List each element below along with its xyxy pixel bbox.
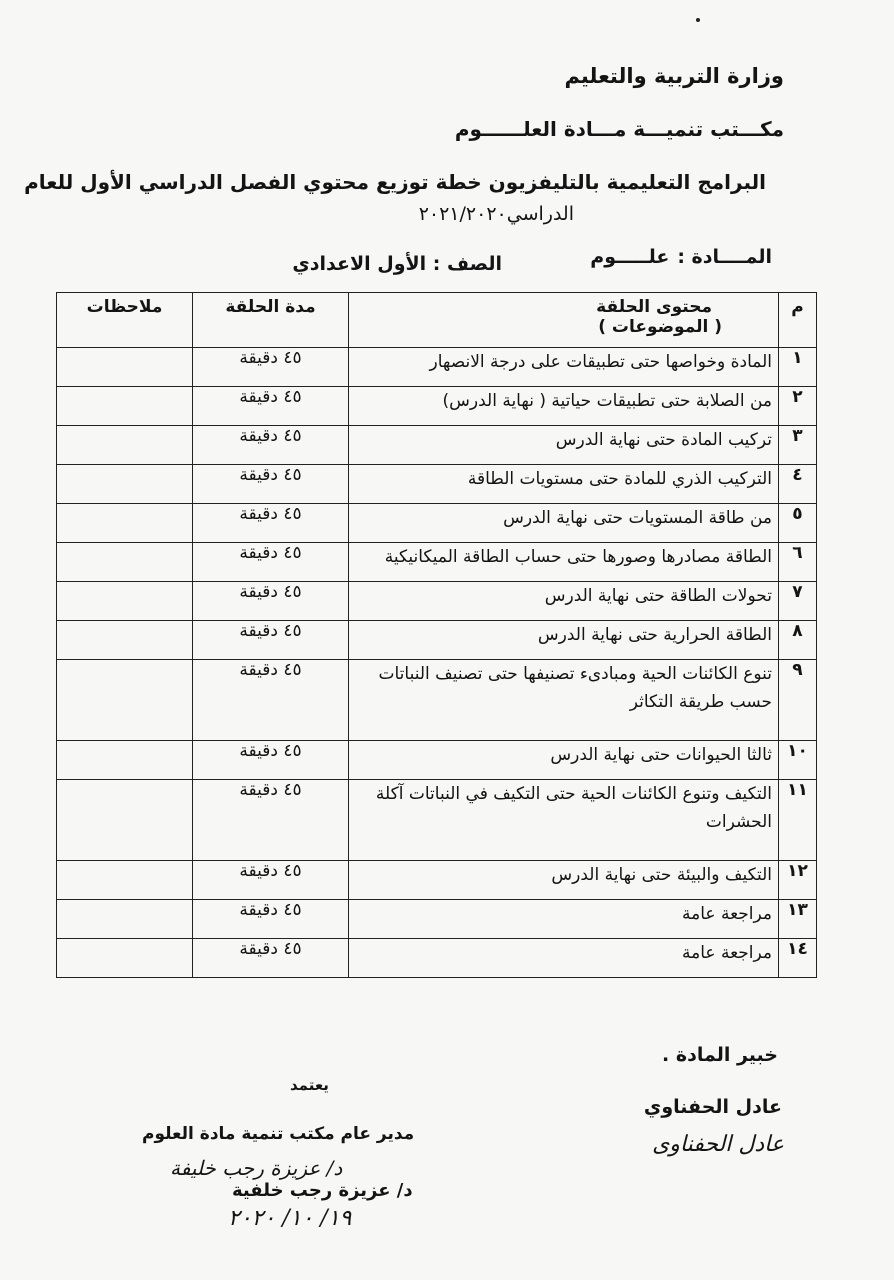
row-notes	[57, 465, 193, 504]
row-number: ٩	[779, 660, 817, 741]
row-notes	[57, 621, 193, 660]
signature-date: ١٩/ ١٠/ ٢٠٢٠	[228, 1206, 352, 1231]
row-notes	[57, 861, 193, 900]
subject-value: علـــــوم	[590, 246, 670, 268]
header-content-line1: محتوى الحلقة	[596, 297, 712, 317]
table-row	[57, 621, 817, 660]
row-notes	[57, 504, 193, 543]
table-row	[57, 387, 817, 426]
table-row	[57, 426, 817, 465]
row-duration: ٤٥ دقيقة	[193, 348, 349, 387]
row-notes	[57, 780, 193, 861]
expert-signature: عادل الحفناوى	[652, 1132, 784, 1157]
row-content: من الصلابة حتى تطبيقات حياتية ( نهاية الدرس)	[349, 387, 779, 426]
row-content: المادة وخواصها حتى تطبيقات على درجة الانصهار	[349, 348, 779, 387]
row-content: تحولات الطاقة حتى نهاية الدرس	[349, 582, 779, 621]
row-content: التكيف والبيئة حتى نهاية الدرس	[349, 861, 779, 900]
row-content: تركيب المادة حتى نهاية الدرس	[349, 426, 779, 465]
row-duration: ٤٥ دقيقة	[193, 426, 349, 465]
row-content: الطاقة مصادرها وصورها حتى حساب الطاقة الميكانيكية	[349, 543, 779, 582]
subject-label: المــــادة :	[677, 246, 772, 268]
episodes-table	[56, 292, 817, 978]
row-content: التركيب الذري للمادة حتى مستويات الطاقة	[349, 465, 779, 504]
expert-label: خبير المادة .	[662, 1044, 778, 1066]
row-notes	[57, 900, 193, 939]
ministry-title: وزارة التربية والتعليم	[564, 64, 784, 88]
plan-title-line2: الدراسي٢٠٢١/٢٠٢٠	[418, 203, 574, 225]
row-number: ٧	[779, 582, 817, 621]
expert-name: عادل الحفناوي	[643, 1096, 782, 1118]
header-num: م	[779, 293, 817, 348]
table-row	[57, 900, 817, 939]
table-header-row	[57, 293, 817, 348]
table-row	[57, 543, 817, 582]
director-name: د/ عزيزة رجب خلفية	[232, 1180, 413, 1201]
row-number: ١٣	[779, 900, 817, 939]
row-number: ١٢	[779, 861, 817, 900]
row-content: ثالثا الحيوانات حتى نهاية الدرس	[349, 741, 779, 780]
table-row	[57, 582, 817, 621]
row-number: ١	[779, 348, 817, 387]
row-duration: ٤٥ دقيقة	[193, 939, 349, 978]
row-notes	[57, 426, 193, 465]
row-number: ٦	[779, 543, 817, 582]
row-notes	[57, 582, 193, 621]
row-duration: ٤٥ دقيقة	[193, 861, 349, 900]
table-row	[57, 465, 817, 504]
director-handwritten-name: د/ عزيزة رجب خليفة	[170, 1156, 343, 1180]
header-content	[349, 293, 779, 348]
scan-speck	[696, 18, 700, 22]
row-content: من طاقة المستويات حتى نهاية الدرس	[349, 504, 779, 543]
row-duration: ٤٥ دقيقة	[193, 504, 349, 543]
row-notes	[57, 939, 193, 978]
row-number: ١٠	[779, 741, 817, 780]
director-title: مدير عام مكتب تنمية مادة العلوم	[142, 1124, 415, 1144]
table-row	[57, 504, 817, 543]
table-row	[57, 861, 817, 900]
row-number: ٣	[779, 426, 817, 465]
row-number: ٢	[779, 387, 817, 426]
table-row	[57, 939, 817, 978]
approve-label: يعتمد	[290, 1076, 329, 1094]
header-duration: مدة الحلقة	[193, 293, 349, 348]
row-duration: ٤٥ دقيقة	[193, 621, 349, 660]
table-row	[57, 660, 817, 741]
row-content: مراجعة عامة	[349, 900, 779, 939]
subject-line	[582, 246, 772, 268]
row-number: ١١	[779, 780, 817, 861]
row-notes	[57, 387, 193, 426]
plan-title-line1: البرامج التعليمية بالتليفزيون خطة توزيع محتوي الفصل الدراسي الأول للعام	[24, 170, 766, 194]
row-notes	[57, 741, 193, 780]
header-content-line2: ( الموضوعات )	[598, 317, 722, 337]
table-row	[57, 741, 817, 780]
row-notes	[57, 543, 193, 582]
row-duration: ٤٥ دقيقة	[193, 780, 349, 861]
row-duration: ٤٥ دقيقة	[193, 465, 349, 504]
row-duration: ٤٥ دقيقة	[193, 543, 349, 582]
row-duration: ٤٥ دقيقة	[193, 741, 349, 780]
row-notes	[57, 660, 193, 741]
row-duration: ٤٥ دقيقة	[193, 660, 349, 741]
row-content: التكيف وتنوع الكائنات الحية حتى التكيف في النباتات آكلة الحشرات	[349, 780, 779, 861]
header-notes: ملاحظات	[57, 293, 193, 348]
row-number: ٨	[779, 621, 817, 660]
row-duration: ٤٥ دقيقة	[193, 900, 349, 939]
row-content: تنوع الكائنات الحية ومبادىء تصنيفها حتى تصنيف النباتات حسب طريقة التكاثر	[349, 660, 779, 741]
row-number: ٥	[779, 504, 817, 543]
row-number: ٤	[779, 465, 817, 504]
table-row	[57, 348, 817, 387]
grade-line: الصف : الأول الاعدادي	[292, 253, 502, 275]
row-content: الطاقة الحرارية حتى نهاية الدرس	[349, 621, 779, 660]
row-duration: ٤٥ دقيقة	[193, 582, 349, 621]
row-content: مراجعة عامة	[349, 939, 779, 978]
row-duration: ٤٥ دقيقة	[193, 387, 349, 426]
row-notes	[57, 348, 193, 387]
row-number: ١٤	[779, 939, 817, 978]
office-title: مكـــتب تنميـــة مـــادة العلــــــوم	[454, 117, 784, 141]
table-row	[57, 780, 817, 861]
